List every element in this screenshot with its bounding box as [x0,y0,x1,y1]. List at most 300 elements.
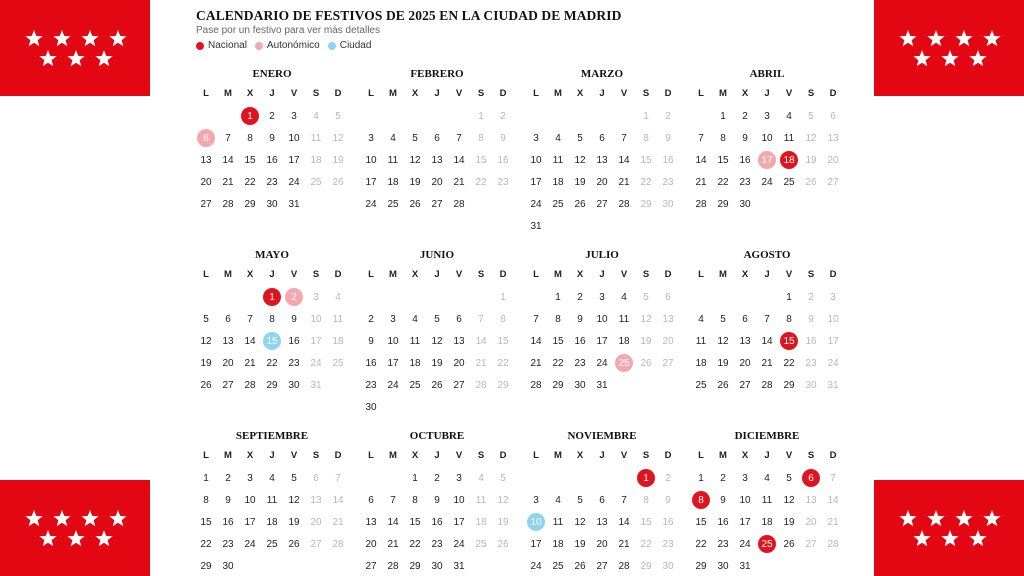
calendar-day [778,171,800,193]
calendar-day [426,330,448,352]
empty-cell [470,286,492,308]
day-number: 10 [761,132,773,144]
calendar-day [195,149,217,171]
days-grid [690,467,844,576]
calendar-day [822,330,844,352]
holiday-day-nacional[interactable] [756,533,778,555]
day-number: 15 [409,516,421,528]
weekday-label: D [334,269,342,280]
weekday-label: L [203,88,209,99]
calendar-day [283,489,305,511]
calendar-day [305,171,327,193]
calendar-day [822,308,844,330]
calendar-day [657,286,679,308]
calendar-day [404,149,426,171]
calendar-day [547,171,569,193]
day-number: 18 [387,176,399,188]
month-junio [360,249,514,418]
day-number: 17 [739,516,751,528]
holiday-day-autonomico[interactable] [195,127,217,149]
day-number: 2 [577,291,583,303]
holiday-day-nacional[interactable] [635,467,657,489]
calendar-day [591,489,613,511]
day-number: 2 [285,288,303,306]
day-number: 21 [475,357,487,369]
calendar-day [283,330,305,352]
day-number: 23 [662,176,674,188]
calendar-day [712,105,734,127]
holiday-day-ciudad[interactable] [525,511,547,533]
holiday-day-nacional[interactable] [690,489,712,511]
empty-cell [382,105,404,127]
calendar-day [426,533,448,555]
calendar-day [800,374,822,396]
day-number: 7 [456,132,462,144]
empty-cell [690,105,712,127]
calendar-day [822,171,844,193]
day-number: 27 [200,198,212,210]
calendar-day [382,352,404,374]
day-number: 14 [695,154,707,166]
calendar-day [591,533,613,555]
day-number: 25 [695,379,707,391]
empty-cell [404,105,426,127]
day-number: 29 [244,198,256,210]
calendar-day [569,127,591,149]
day-number: 24 [530,560,542,572]
calendar-day [404,193,426,215]
month-name: AGOSTO [743,249,791,261]
weekday-label: V [290,88,298,99]
calendar-day [613,489,635,511]
day-number: 1 [637,469,655,487]
weekday-label: L [533,269,539,280]
day-number: 2 [368,313,374,325]
weekday-label: M [554,450,562,461]
calendar-day [239,467,261,489]
day-number: 13 [222,335,234,347]
calendar-day [195,467,217,489]
weekday-label: X [246,450,254,461]
calendar-day [283,105,305,127]
day-number: 9 [808,313,814,325]
month-name: MARZO [580,68,624,80]
day-number: 12 [574,154,586,166]
weekday-label: M [389,88,397,99]
holiday-day-nacional[interactable] [800,467,822,489]
calendar-day [448,489,470,511]
calendar-day [635,555,657,576]
holiday-day-nacional[interactable] [261,286,283,308]
days-grid [195,286,349,396]
empty-cell [360,286,382,308]
calendar-day [525,215,547,237]
day-number: 21 [761,357,773,369]
day-number: 7 [533,313,539,325]
day-number: 3 [533,132,539,144]
day-number: 27 [805,538,817,550]
calendar-day [305,330,327,352]
calendar-day [591,308,613,330]
day-number: 12 [288,494,300,506]
day-number: 12 [431,335,443,347]
empty-cell [569,467,591,489]
day-number: 17 [758,151,776,169]
calendar-day [261,105,283,127]
calendar-day [426,374,448,396]
calendar-day [327,171,349,193]
calendar-day [217,127,239,149]
day-number: 23 [662,538,674,550]
day-number: 16 [365,357,377,369]
day-number: 14 [618,154,630,166]
weekday-label: V [620,450,628,461]
calendar-day [470,127,492,149]
month-name: NOVIEMBRE [567,430,637,442]
empty-cell [195,105,217,127]
calendar-day [778,467,800,489]
calendar-day [657,555,679,576]
day-number: 6 [456,313,462,325]
calendar-day [690,308,712,330]
calendar-day [448,127,470,149]
day-number: 20 [596,538,608,550]
legend-label-autonomico: Autonómico [266,40,320,51]
calendar-day [569,149,591,171]
day-number: 28 [827,538,839,550]
day-number: 21 [244,357,256,369]
day-number: 21 [222,176,234,188]
calendar-day [690,127,712,149]
day-number: 16 [497,154,509,166]
day-number: 22 [200,538,212,550]
calendar-day [525,127,547,149]
calendar-day [569,330,591,352]
calendar-day [800,352,822,374]
calendar-day [712,171,734,193]
calendar-day [690,374,712,396]
calendar-day [569,533,591,555]
day-number: 6 [830,110,836,122]
day-number: 15 [475,154,487,166]
weekday-label: M [719,450,727,461]
calendar-day [492,330,514,352]
calendar-day [613,127,635,149]
calendar-day [195,374,217,396]
weekday-label: V [290,269,298,280]
calendar-day [404,555,426,576]
calendar-day [613,308,635,330]
weekday-label: D [664,88,672,99]
weekday-label: L [368,88,374,99]
day-number: 18 [780,151,798,169]
day-number: 9 [720,494,726,506]
weekday-label: V [785,450,793,461]
calendar-day [448,467,470,489]
calendar-day [712,374,734,396]
day-number: 11 [618,313,630,325]
calendar-day [734,489,756,511]
calendar-day [492,352,514,374]
weekday-label: M [719,88,727,99]
holiday-day-nacional[interactable] [239,105,261,127]
calendar-day [448,555,470,576]
calendar-day [492,374,514,396]
day-number: 26 [332,176,344,188]
holiday-day-nacional[interactable] [778,330,800,352]
day-number: 11 [409,335,421,347]
weekday-label: V [785,88,793,99]
calendar-day [635,171,657,193]
day-number: 24 [387,379,399,391]
day-number: 23 [222,538,234,550]
weekday-label: X [741,88,749,99]
day-number: 3 [830,291,836,303]
calendar-day [547,286,569,308]
calendar-day [305,511,327,533]
calendar-day [382,308,404,330]
day-number: 16 [574,335,586,347]
holiday-day-autonomico[interactable] [283,286,305,308]
calendar-day [690,511,712,533]
day-number: 13 [805,494,817,506]
calendar-day [525,555,547,576]
day-number: 13 [827,132,839,144]
calendar-day [613,511,635,533]
page-subtitle: Pase por un festivo para ver más detalles [196,25,380,36]
calendar-day [470,533,492,555]
day-number: 6 [599,494,605,506]
day-number: 30 [717,560,729,572]
calendar-day [283,171,305,193]
calendar-day [217,555,239,576]
calendar-day [657,193,679,215]
day-number: 28 [618,560,630,572]
weekday-label: S [477,269,485,280]
month-julio [525,249,679,396]
day-number: 30 [365,401,377,413]
day-number: 5 [643,291,649,303]
day-number: 16 [805,335,817,347]
day-number: 24 [596,357,608,369]
day-number: 5 [335,110,341,122]
day-number: 19 [332,154,344,166]
day-number: 11 [387,154,399,166]
calendar-day [613,149,635,171]
calendar-day [217,149,239,171]
calendar-day [261,467,283,489]
day-number: 14 [761,335,773,347]
month-name: DICIEMBRE [734,430,800,442]
holiday-day-ciudad[interactable] [261,330,283,352]
calendar-day [734,193,756,215]
weekday-label: D [334,88,342,99]
day-number: 24 [365,198,377,210]
day-number: 29 [717,198,729,210]
day-number: 31 [739,560,751,572]
calendar-day [778,489,800,511]
legend-label-nacional: Nacional [208,40,247,51]
calendar-day [239,308,261,330]
day-number: 3 [742,472,748,484]
day-number: 31 [288,198,300,210]
calendar-day [635,308,657,330]
day-number: 16 [662,154,674,166]
weekday-label: X [576,269,584,280]
days-grid [360,467,514,576]
calendar-day [382,511,404,533]
weekday-label: M [224,88,232,99]
weekday-label: J [764,269,770,280]
day-number: 30 [266,198,278,210]
day-number: 9 [269,132,275,144]
calendar-day [305,374,327,396]
day-number: 22 [475,176,487,188]
calendar-day [261,171,283,193]
calendar-day [327,533,349,555]
day-number: 27 [596,560,608,572]
calendar-day [756,105,778,127]
weekday-label: S [312,450,320,461]
calendar-day [690,149,712,171]
day-number: 22 [266,357,278,369]
calendar-day [261,127,283,149]
weekday-label: L [533,450,539,461]
weekday-label: L [698,269,704,280]
calendar-day [569,374,591,396]
calendar-day [283,127,305,149]
day-number: 2 [225,472,231,484]
day-number: 10 [365,154,377,166]
calendar-day [525,171,547,193]
weekday-label: V [455,450,463,461]
calendar-day [591,127,613,149]
calendar-day [657,467,679,489]
calendar-day [778,533,800,555]
empty-cell [712,286,734,308]
day-number: 24 [244,538,256,550]
day-number: 18 [310,154,322,166]
calendar-day [195,171,217,193]
calendar-day [261,193,283,215]
weekday-label: S [807,269,815,280]
day-number: 25 [409,379,421,391]
calendar-day [470,374,492,396]
day-number: 18 [552,176,564,188]
day-number: 11 [266,494,278,506]
day-number: 24 [288,176,300,188]
calendar-day [547,308,569,330]
day-number: 22 [552,357,564,369]
calendar-day [327,105,349,127]
weekday-label: X [576,88,584,99]
weekday-label: J [599,269,605,280]
day-number: 15 [640,516,652,528]
calendar-day [327,511,349,533]
calendar-day [778,511,800,533]
weekday-label: V [785,269,793,280]
day-number: 6 [599,132,605,144]
holiday-day-nacional[interactable] [778,149,800,171]
calendar-day [470,352,492,374]
day-number: 28 [222,198,234,210]
calendar-day [635,352,657,374]
calendar-day [756,374,778,396]
day-number: 5 [203,313,209,325]
holiday-day-autonomico[interactable] [613,352,635,374]
day-number: 6 [665,291,671,303]
weekday-label: D [664,269,672,280]
calendar-day [195,352,217,374]
day-number: 25 [758,535,776,553]
calendar-day [657,352,679,374]
holiday-day-autonomico[interactable] [756,149,778,171]
weekday-header [690,87,844,101]
day-number: 17 [453,516,465,528]
day-number: 28 [761,379,773,391]
calendar-day [305,127,327,149]
day-number: 17 [827,335,839,347]
calendar-day [569,171,591,193]
day-number: 13 [739,335,751,347]
day-number: 29 [497,379,509,391]
day-number: 29 [695,560,707,572]
empty-cell [217,105,239,127]
calendar-day [470,171,492,193]
day-number: 9 [665,494,671,506]
calendar-day [712,352,734,374]
day-number: 18 [552,538,564,550]
calendar-day [305,352,327,374]
calendar-day [261,308,283,330]
day-number: 10 [244,494,256,506]
days-grid [195,467,349,576]
day-number: 14 [530,335,542,347]
day-number: 15 [780,332,798,350]
calendar-day [283,149,305,171]
day-number: 14 [618,516,630,528]
day-number: 30 [662,198,674,210]
calendar-day [360,396,382,418]
day-number: 17 [387,357,399,369]
weekday-label: X [246,269,254,280]
day-number: 23 [431,538,443,550]
calendar-day [657,511,679,533]
day-number: 23 [365,379,377,391]
calendar-day [426,467,448,489]
day-number: 11 [552,516,564,528]
calendar-day [492,533,514,555]
day-number: 29 [783,379,795,391]
day-number: 6 [313,472,319,484]
empty-cell [448,286,470,308]
empty-cell [217,286,239,308]
empty-cell [569,105,591,127]
day-number: 12 [783,494,795,506]
weekday-label: L [368,269,374,280]
day-number: 8 [643,494,649,506]
legend-label-ciudad: Ciudad [339,40,372,51]
day-number: 29 [266,379,278,391]
day-number: 8 [203,494,209,506]
day-number: 3 [368,132,374,144]
calendar-day [492,489,514,511]
calendar-day [404,489,426,511]
day-number: 10 [288,132,300,144]
day-number: 7 [621,132,627,144]
day-number: 4 [269,472,275,484]
weekday-label: S [807,450,815,461]
